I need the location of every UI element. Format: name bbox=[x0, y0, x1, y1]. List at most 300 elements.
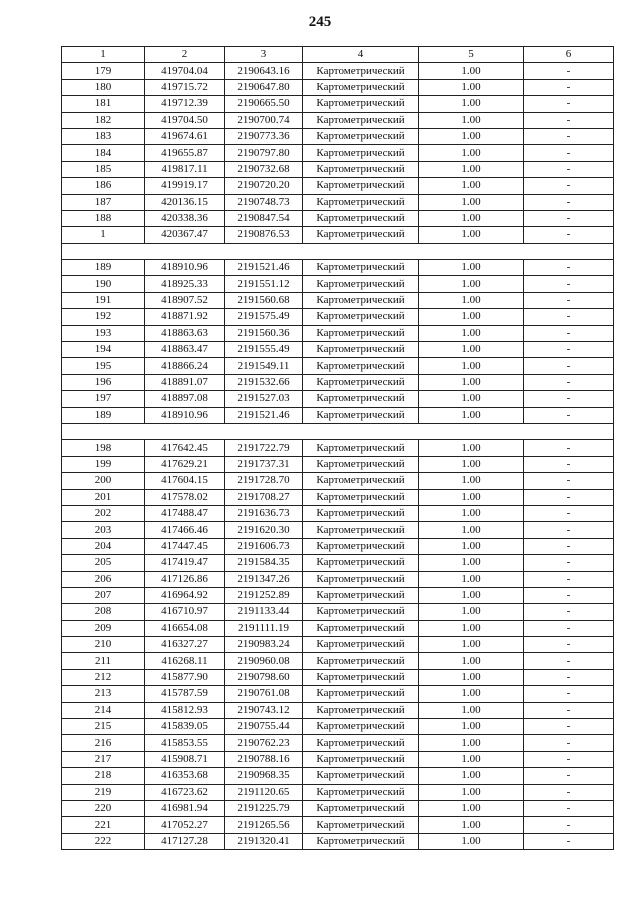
table-cell: 418866.24 bbox=[145, 358, 225, 374]
coordinates-table bbox=[61, 46, 614, 850]
table-row bbox=[62, 440, 614, 456]
table-cell: - bbox=[524, 63, 614, 79]
table-cell: 2190960.08 bbox=[225, 653, 303, 669]
table-cell: Картометрический bbox=[303, 128, 419, 144]
table-cell: Картометрический bbox=[303, 292, 419, 308]
table-cell: Картометрический bbox=[303, 227, 419, 243]
column-header: 4 bbox=[303, 47, 419, 63]
table-row bbox=[62, 538, 614, 554]
table-cell: 1.00 bbox=[419, 227, 524, 243]
column-header: 1 bbox=[62, 47, 145, 63]
table-cell: 196 bbox=[62, 374, 145, 390]
table-cell: 195 bbox=[62, 358, 145, 374]
table-cell: 183 bbox=[62, 128, 145, 144]
table-cell: 209 bbox=[62, 620, 145, 636]
table-cell: 2190797.80 bbox=[225, 145, 303, 161]
table-cell: 2191636.73 bbox=[225, 505, 303, 521]
table-cell: 2190755.44 bbox=[225, 719, 303, 735]
table-cell: 2191575.49 bbox=[225, 309, 303, 325]
table-cell: 2190665.50 bbox=[225, 96, 303, 112]
table-cell: Картометрический bbox=[303, 686, 419, 702]
table-cell: Картометрический bbox=[303, 833, 419, 849]
table-cell: 206 bbox=[62, 571, 145, 587]
table-cell: 1.00 bbox=[419, 96, 524, 112]
table-cell: 189 bbox=[62, 407, 145, 423]
table-cell: - bbox=[524, 735, 614, 751]
table-cell: 2190732.68 bbox=[225, 161, 303, 177]
table-cell: Картометрический bbox=[303, 374, 419, 390]
table-cell: - bbox=[524, 374, 614, 390]
table-cell: 2190700.74 bbox=[225, 112, 303, 128]
separator-row bbox=[62, 423, 614, 439]
table-cell: 1.00 bbox=[419, 309, 524, 325]
table-cell: Картометрический bbox=[303, 505, 419, 521]
table-cell: 2191606.73 bbox=[225, 538, 303, 554]
table-cell: 1.00 bbox=[419, 456, 524, 472]
table-row bbox=[62, 325, 614, 341]
table-row bbox=[62, 407, 614, 423]
table-cell: 2190983.24 bbox=[225, 637, 303, 653]
table-cell: Картометрический bbox=[303, 210, 419, 226]
table-cell: 415839.05 bbox=[145, 719, 225, 735]
table-cell: 182 bbox=[62, 112, 145, 128]
table-cell: 2190798.60 bbox=[225, 669, 303, 685]
table-row bbox=[62, 79, 614, 95]
table-cell: 2191728.70 bbox=[225, 473, 303, 489]
table-cell: - bbox=[524, 456, 614, 472]
table-cell: 222 bbox=[62, 833, 145, 849]
table-cell: - bbox=[524, 473, 614, 489]
table-cell: 1.00 bbox=[419, 817, 524, 833]
table-cell: 193 bbox=[62, 325, 145, 341]
table-cell: Картометрический bbox=[303, 751, 419, 767]
table-cell: 418907.52 bbox=[145, 292, 225, 308]
table-cell: 219 bbox=[62, 784, 145, 800]
table-cell: 417578.02 bbox=[145, 489, 225, 505]
table-cell: 418863.63 bbox=[145, 325, 225, 341]
table-row bbox=[62, 227, 614, 243]
table-cell: Картометрический bbox=[303, 260, 419, 276]
table-cell: 181 bbox=[62, 96, 145, 112]
table-cell: 185 bbox=[62, 161, 145, 177]
table-cell: Картометрический bbox=[303, 407, 419, 423]
table-cell: - bbox=[524, 227, 614, 243]
table-cell: 1.00 bbox=[419, 276, 524, 292]
table-cell: 1.00 bbox=[419, 358, 524, 374]
table-cell: 214 bbox=[62, 702, 145, 718]
table-cell: 417488.47 bbox=[145, 505, 225, 521]
table-cell: 1.00 bbox=[419, 505, 524, 521]
table-cell: - bbox=[524, 751, 614, 767]
table-cell: 201 bbox=[62, 489, 145, 505]
table-cell: - bbox=[524, 79, 614, 95]
table-cell: - bbox=[524, 571, 614, 587]
table-cell: 188 bbox=[62, 210, 145, 226]
table-cell: - bbox=[524, 489, 614, 505]
table-cell: 2191265.56 bbox=[225, 817, 303, 833]
table-cell: 416268.11 bbox=[145, 653, 225, 669]
table-row bbox=[62, 292, 614, 308]
table-cell: 205 bbox=[62, 555, 145, 571]
table-cell: 419655.87 bbox=[145, 145, 225, 161]
table-cell: 417126.86 bbox=[145, 571, 225, 587]
table-cell: Картометрический bbox=[303, 587, 419, 603]
table-cell: 1.00 bbox=[419, 751, 524, 767]
table-row bbox=[62, 96, 614, 112]
table-cell: - bbox=[524, 719, 614, 735]
table-cell: 2191560.68 bbox=[225, 292, 303, 308]
table-cell: - bbox=[524, 276, 614, 292]
table-cell: Картометрический bbox=[303, 604, 419, 620]
table-cell: 416327.27 bbox=[145, 637, 225, 653]
table-cell: 1.00 bbox=[419, 161, 524, 177]
table-row bbox=[62, 800, 614, 816]
table-cell: 419817.11 bbox=[145, 161, 225, 177]
table-cell: 1.00 bbox=[419, 260, 524, 276]
table-cell: Картометрический bbox=[303, 522, 419, 538]
table-cell: 418891.07 bbox=[145, 374, 225, 390]
table-cell: 2191252.89 bbox=[225, 587, 303, 603]
table-cell: - bbox=[524, 407, 614, 423]
table-cell: - bbox=[524, 833, 614, 849]
table-cell: 194 bbox=[62, 342, 145, 358]
table-cell: 419674.61 bbox=[145, 128, 225, 144]
table-cell: 2191722.79 bbox=[225, 440, 303, 456]
table-cell: 1.00 bbox=[419, 833, 524, 849]
table-cell: 1.00 bbox=[419, 653, 524, 669]
table-row bbox=[62, 604, 614, 620]
table-cell: 198 bbox=[62, 440, 145, 456]
table-cell: 2190743.12 bbox=[225, 702, 303, 718]
table-cell: 2191560.36 bbox=[225, 325, 303, 341]
table-cell: - bbox=[524, 768, 614, 784]
table-cell: 2191225.79 bbox=[225, 800, 303, 816]
table-cell: 1.00 bbox=[419, 735, 524, 751]
table-cell: 186 bbox=[62, 178, 145, 194]
table-cell: 218 bbox=[62, 768, 145, 784]
table-cell: 2191111.19 bbox=[225, 620, 303, 636]
table-cell: Картометрический bbox=[303, 391, 419, 407]
table-cell: - bbox=[524, 653, 614, 669]
table-cell: 2191133.44 bbox=[225, 604, 303, 620]
table-cell: 1.00 bbox=[419, 210, 524, 226]
table-row bbox=[62, 571, 614, 587]
table-row bbox=[62, 555, 614, 571]
table-cell: 1.00 bbox=[419, 440, 524, 456]
table-cell: 1.00 bbox=[419, 604, 524, 620]
table-cell: Картометрический bbox=[303, 555, 419, 571]
table-row bbox=[62, 358, 614, 374]
table-cell: 1.00 bbox=[419, 374, 524, 390]
table-row bbox=[62, 112, 614, 128]
table-row bbox=[62, 637, 614, 653]
table-cell: 1.00 bbox=[419, 800, 524, 816]
table-cell: 1.00 bbox=[419, 719, 524, 735]
table-cell: 1.00 bbox=[419, 571, 524, 587]
table-cell: Картометрический bbox=[303, 342, 419, 358]
table-cell: 2191347.26 bbox=[225, 571, 303, 587]
table-cell: 192 bbox=[62, 309, 145, 325]
table-cell: 416981.94 bbox=[145, 800, 225, 816]
table-cell: 2191521.46 bbox=[225, 407, 303, 423]
table-cell: - bbox=[524, 112, 614, 128]
table-cell: 179 bbox=[62, 63, 145, 79]
table-cell: - bbox=[524, 669, 614, 685]
table-row bbox=[62, 342, 614, 358]
table-cell: 1.00 bbox=[419, 587, 524, 603]
table-cell: 221 bbox=[62, 817, 145, 833]
table-cell: 1.00 bbox=[419, 768, 524, 784]
table-row bbox=[62, 309, 614, 325]
table-cell: 419919.17 bbox=[145, 178, 225, 194]
table-row bbox=[62, 161, 614, 177]
separator-cell bbox=[62, 243, 614, 259]
table-cell: 189 bbox=[62, 260, 145, 276]
page-number: 245 bbox=[308, 14, 332, 30]
table-cell: - bbox=[524, 342, 614, 358]
table-row bbox=[62, 719, 614, 735]
table-cell: - bbox=[524, 686, 614, 702]
table-cell: 215 bbox=[62, 719, 145, 735]
table-cell: 2191532.66 bbox=[225, 374, 303, 390]
table-row bbox=[62, 178, 614, 194]
table-row bbox=[62, 391, 614, 407]
table-cell: 2191584.35 bbox=[225, 555, 303, 571]
table-cell: 2190876.53 bbox=[225, 227, 303, 243]
table-row bbox=[62, 456, 614, 472]
table-cell: 191 bbox=[62, 292, 145, 308]
table-cell: 2190643.16 bbox=[225, 63, 303, 79]
table-cell: - bbox=[524, 292, 614, 308]
table-cell: 1 bbox=[62, 227, 145, 243]
table-header-row bbox=[62, 47, 614, 63]
table-row bbox=[62, 587, 614, 603]
table-cell: 2190788.16 bbox=[225, 751, 303, 767]
table-cell: 1.00 bbox=[419, 79, 524, 95]
separator-row bbox=[62, 243, 614, 259]
table-cell: 2191708.27 bbox=[225, 489, 303, 505]
table-cell: 2191555.49 bbox=[225, 342, 303, 358]
table-cell: 419712.39 bbox=[145, 96, 225, 112]
table-cell: - bbox=[524, 260, 614, 276]
table-cell: 1.00 bbox=[419, 522, 524, 538]
table-row bbox=[62, 669, 614, 685]
table-cell: 1.00 bbox=[419, 63, 524, 79]
table-cell: 1.00 bbox=[419, 325, 524, 341]
table-row bbox=[62, 374, 614, 390]
table-cell: Картометрический bbox=[303, 194, 419, 210]
table-cell: 417052.27 bbox=[145, 817, 225, 833]
table-cell: - bbox=[524, 325, 614, 341]
table-row bbox=[62, 505, 614, 521]
table-cell: 2191320.41 bbox=[225, 833, 303, 849]
table-cell: 199 bbox=[62, 456, 145, 472]
table-cell: 2190748.73 bbox=[225, 194, 303, 210]
table-cell: Картометрический bbox=[303, 489, 419, 505]
table-cell: 1.00 bbox=[419, 669, 524, 685]
table-cell: 1.00 bbox=[419, 112, 524, 128]
table-cell: Картометрический bbox=[303, 653, 419, 669]
table-cell: Картометрический bbox=[303, 325, 419, 341]
table-cell: 2190773.36 bbox=[225, 128, 303, 144]
table-cell: 2190720.20 bbox=[225, 178, 303, 194]
table-cell: 2191620.30 bbox=[225, 522, 303, 538]
table-cell: 200 bbox=[62, 473, 145, 489]
table-cell: 1.00 bbox=[419, 702, 524, 718]
table-cell: 417604.15 bbox=[145, 473, 225, 489]
table-cell: - bbox=[524, 309, 614, 325]
table-cell: 210 bbox=[62, 637, 145, 653]
table-cell: Картометрический bbox=[303, 702, 419, 718]
table-cell: 416353.68 bbox=[145, 768, 225, 784]
table-cell: 2190647.80 bbox=[225, 79, 303, 95]
table-cell: 213 bbox=[62, 686, 145, 702]
table-cell: Картометрический bbox=[303, 358, 419, 374]
table-cell: 417419.47 bbox=[145, 555, 225, 571]
table-cell: 1.00 bbox=[419, 637, 524, 653]
table-cell: 419715.72 bbox=[145, 79, 225, 95]
table-cell: 204 bbox=[62, 538, 145, 554]
table-cell: Картометрический bbox=[303, 620, 419, 636]
table-cell: 217 bbox=[62, 751, 145, 767]
table-cell: 417127.28 bbox=[145, 833, 225, 849]
table-cell: 1.00 bbox=[419, 489, 524, 505]
table-row bbox=[62, 522, 614, 538]
table-row bbox=[62, 210, 614, 226]
column-header: 3 bbox=[225, 47, 303, 63]
table-row bbox=[62, 473, 614, 489]
table-row bbox=[62, 702, 614, 718]
table-cell: - bbox=[524, 604, 614, 620]
table-cell: 420338.36 bbox=[145, 210, 225, 226]
table-row bbox=[62, 145, 614, 161]
separator-cell bbox=[62, 423, 614, 439]
table-row bbox=[62, 817, 614, 833]
table-cell: 1.00 bbox=[419, 178, 524, 194]
table-row bbox=[62, 128, 614, 144]
table-cell: Картометрический bbox=[303, 79, 419, 95]
table-cell: 417447.45 bbox=[145, 538, 225, 554]
table-cell: Картометрический bbox=[303, 719, 419, 735]
table-cell: Картометрический bbox=[303, 145, 419, 161]
table-cell: - bbox=[524, 538, 614, 554]
table-cell: 415908.71 bbox=[145, 751, 225, 767]
table-row bbox=[62, 194, 614, 210]
table-cell: 415787.59 bbox=[145, 686, 225, 702]
table-cell: 220 bbox=[62, 800, 145, 816]
table-body bbox=[62, 63, 614, 850]
table-cell: - bbox=[524, 145, 614, 161]
table-cell: 197 bbox=[62, 391, 145, 407]
table-cell: 211 bbox=[62, 653, 145, 669]
table-cell: 1.00 bbox=[419, 145, 524, 161]
table-cell: 418910.96 bbox=[145, 260, 225, 276]
table-cell: - bbox=[524, 587, 614, 603]
table-cell: - bbox=[524, 620, 614, 636]
table-cell: 1.00 bbox=[419, 784, 524, 800]
column-header: 6 bbox=[524, 47, 614, 63]
table-cell: - bbox=[524, 555, 614, 571]
table-cell: 2191527.03 bbox=[225, 391, 303, 407]
table-cell: 2190968.35 bbox=[225, 768, 303, 784]
table-cell: - bbox=[524, 800, 614, 816]
column-header: 5 bbox=[419, 47, 524, 63]
table-cell: 1.00 bbox=[419, 128, 524, 144]
table-cell: 416964.92 bbox=[145, 587, 225, 603]
table-cell: Картометрический bbox=[303, 669, 419, 685]
table-cell: 216 bbox=[62, 735, 145, 751]
table-cell: 417629.21 bbox=[145, 456, 225, 472]
table-row bbox=[62, 489, 614, 505]
table-cell: 190 bbox=[62, 276, 145, 292]
table-cell: - bbox=[524, 440, 614, 456]
table-cell: 1.00 bbox=[419, 407, 524, 423]
table-cell: 1.00 bbox=[419, 555, 524, 571]
table-cell: 2190847.54 bbox=[225, 210, 303, 226]
table-cell: - bbox=[524, 637, 614, 653]
table-cell: Картометрический bbox=[303, 161, 419, 177]
table-cell: Картометрический bbox=[303, 735, 419, 751]
table-row bbox=[62, 833, 614, 849]
table-cell: 208 bbox=[62, 604, 145, 620]
table-cell: Картометрический bbox=[303, 112, 419, 128]
table-cell: 2191120.65 bbox=[225, 784, 303, 800]
table-row bbox=[62, 63, 614, 79]
table-cell: 1.00 bbox=[419, 342, 524, 358]
table-cell: 415812.93 bbox=[145, 702, 225, 718]
table-cell: 419704.04 bbox=[145, 63, 225, 79]
table-cell: 417466.46 bbox=[145, 522, 225, 538]
table-cell: - bbox=[524, 210, 614, 226]
table-cell: 420367.47 bbox=[145, 227, 225, 243]
table-cell: - bbox=[524, 522, 614, 538]
table-cell: - bbox=[524, 128, 614, 144]
table-cell: 418871.92 bbox=[145, 309, 225, 325]
table-cell: 415853.55 bbox=[145, 735, 225, 751]
table-cell: Картометрический bbox=[303, 637, 419, 653]
table-cell: 2191551.12 bbox=[225, 276, 303, 292]
table-cell: - bbox=[524, 702, 614, 718]
table-row bbox=[62, 620, 614, 636]
table-row bbox=[62, 276, 614, 292]
table-cell: Картометрический bbox=[303, 309, 419, 325]
table-cell: 202 bbox=[62, 505, 145, 521]
table-row bbox=[62, 784, 614, 800]
table-cell: 2190761.08 bbox=[225, 686, 303, 702]
table-cell: Картометрический bbox=[303, 538, 419, 554]
table-row bbox=[62, 735, 614, 751]
table-cell: 416654.08 bbox=[145, 620, 225, 636]
table-cell: 184 bbox=[62, 145, 145, 161]
table-cell: 418925.33 bbox=[145, 276, 225, 292]
table-row bbox=[62, 653, 614, 669]
table-cell: 418897.08 bbox=[145, 391, 225, 407]
table-cell: - bbox=[524, 358, 614, 374]
table-cell: - bbox=[524, 161, 614, 177]
table-cell: 1.00 bbox=[419, 473, 524, 489]
table-row bbox=[62, 751, 614, 767]
table-cell: 2191737.31 bbox=[225, 456, 303, 472]
table-cell: 212 bbox=[62, 669, 145, 685]
table-cell: Картометрический bbox=[303, 63, 419, 79]
table-cell: 187 bbox=[62, 194, 145, 210]
table-row bbox=[62, 260, 614, 276]
table-cell: 415877.90 bbox=[145, 669, 225, 685]
table-cell: Картометрический bbox=[303, 784, 419, 800]
table-cell: - bbox=[524, 178, 614, 194]
table-row bbox=[62, 768, 614, 784]
table-cell: Картометрический bbox=[303, 178, 419, 194]
